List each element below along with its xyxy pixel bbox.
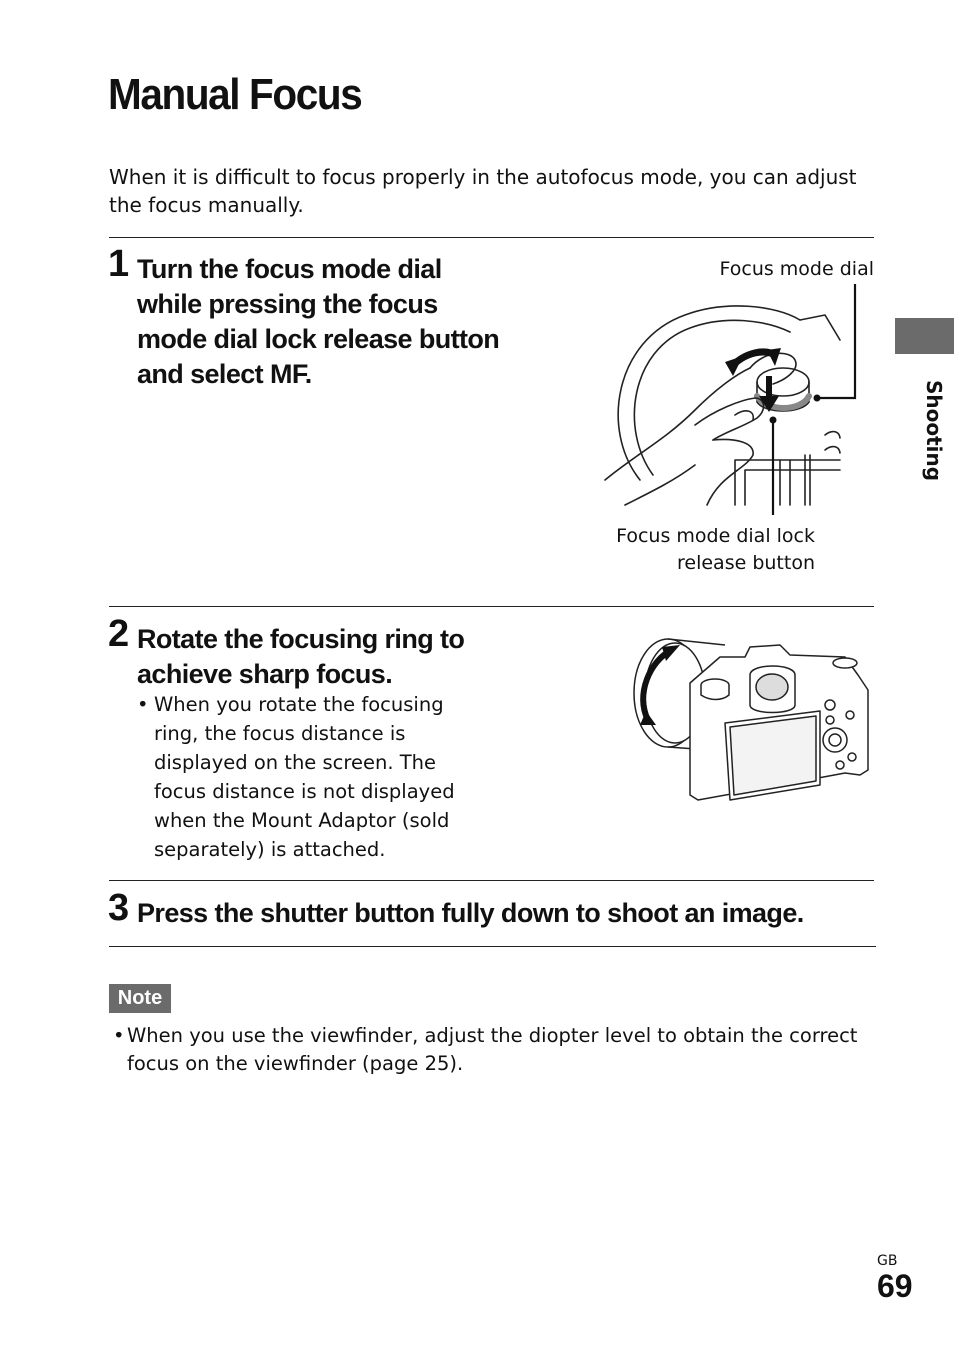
step-1-number: 1	[108, 243, 130, 285]
note-body: When you use the viewfinder, adjust the diopter level to obtain the correct focus on the viewfinder (page 25).	[127, 1024, 858, 1075]
focus-mode-dial-illustration	[595, 280, 885, 515]
page-title: Manual Focus	[108, 70, 362, 119]
step-3-title: Press the shutter button fully down to shoot an image.	[137, 898, 804, 928]
callout-focus-mode-dial: Focus mode dial	[719, 258, 874, 280]
section-tab-label: Shooting	[922, 380, 946, 482]
step-2-number: 2	[108, 613, 130, 655]
region-code: GB	[877, 1253, 898, 1269]
bullet-dot: •	[137, 693, 149, 716]
note-badge: Note	[109, 984, 171, 1013]
section-tab-marker	[895, 318, 954, 354]
callout-lock-release-line1: Focus mode dial lock	[616, 525, 815, 547]
divider	[109, 946, 876, 947]
callout-lock-release-line2: release button	[677, 552, 815, 574]
step-2-title: Rotate the focusing ring to achieve sharp focus.	[137, 624, 465, 689]
step-2-bullet-text: When you rotate the focusing ring, the focus distance is displayed on the screen. The focus distance is not displayed when the Mount Adaptor (sold separately) is attached.	[154, 693, 455, 861]
step-3-number: 3	[108, 887, 130, 929]
camera-focusing-ring-illustration	[630, 635, 875, 815]
step-1-title: Turn the focus mode dial while pressing the focus mode dial lock release button and select MF.	[137, 254, 500, 389]
intro-text: When it is difficult to focus properly in the autofocus mode, you can adjust the focus manually.	[109, 165, 857, 217]
page-number: 69	[877, 1268, 913, 1304]
divider	[109, 606, 874, 607]
divider	[109, 880, 874, 881]
divider	[109, 237, 874, 238]
note-bullet: •	[113, 1024, 125, 1047]
note-text	[113, 1022, 873, 1078]
